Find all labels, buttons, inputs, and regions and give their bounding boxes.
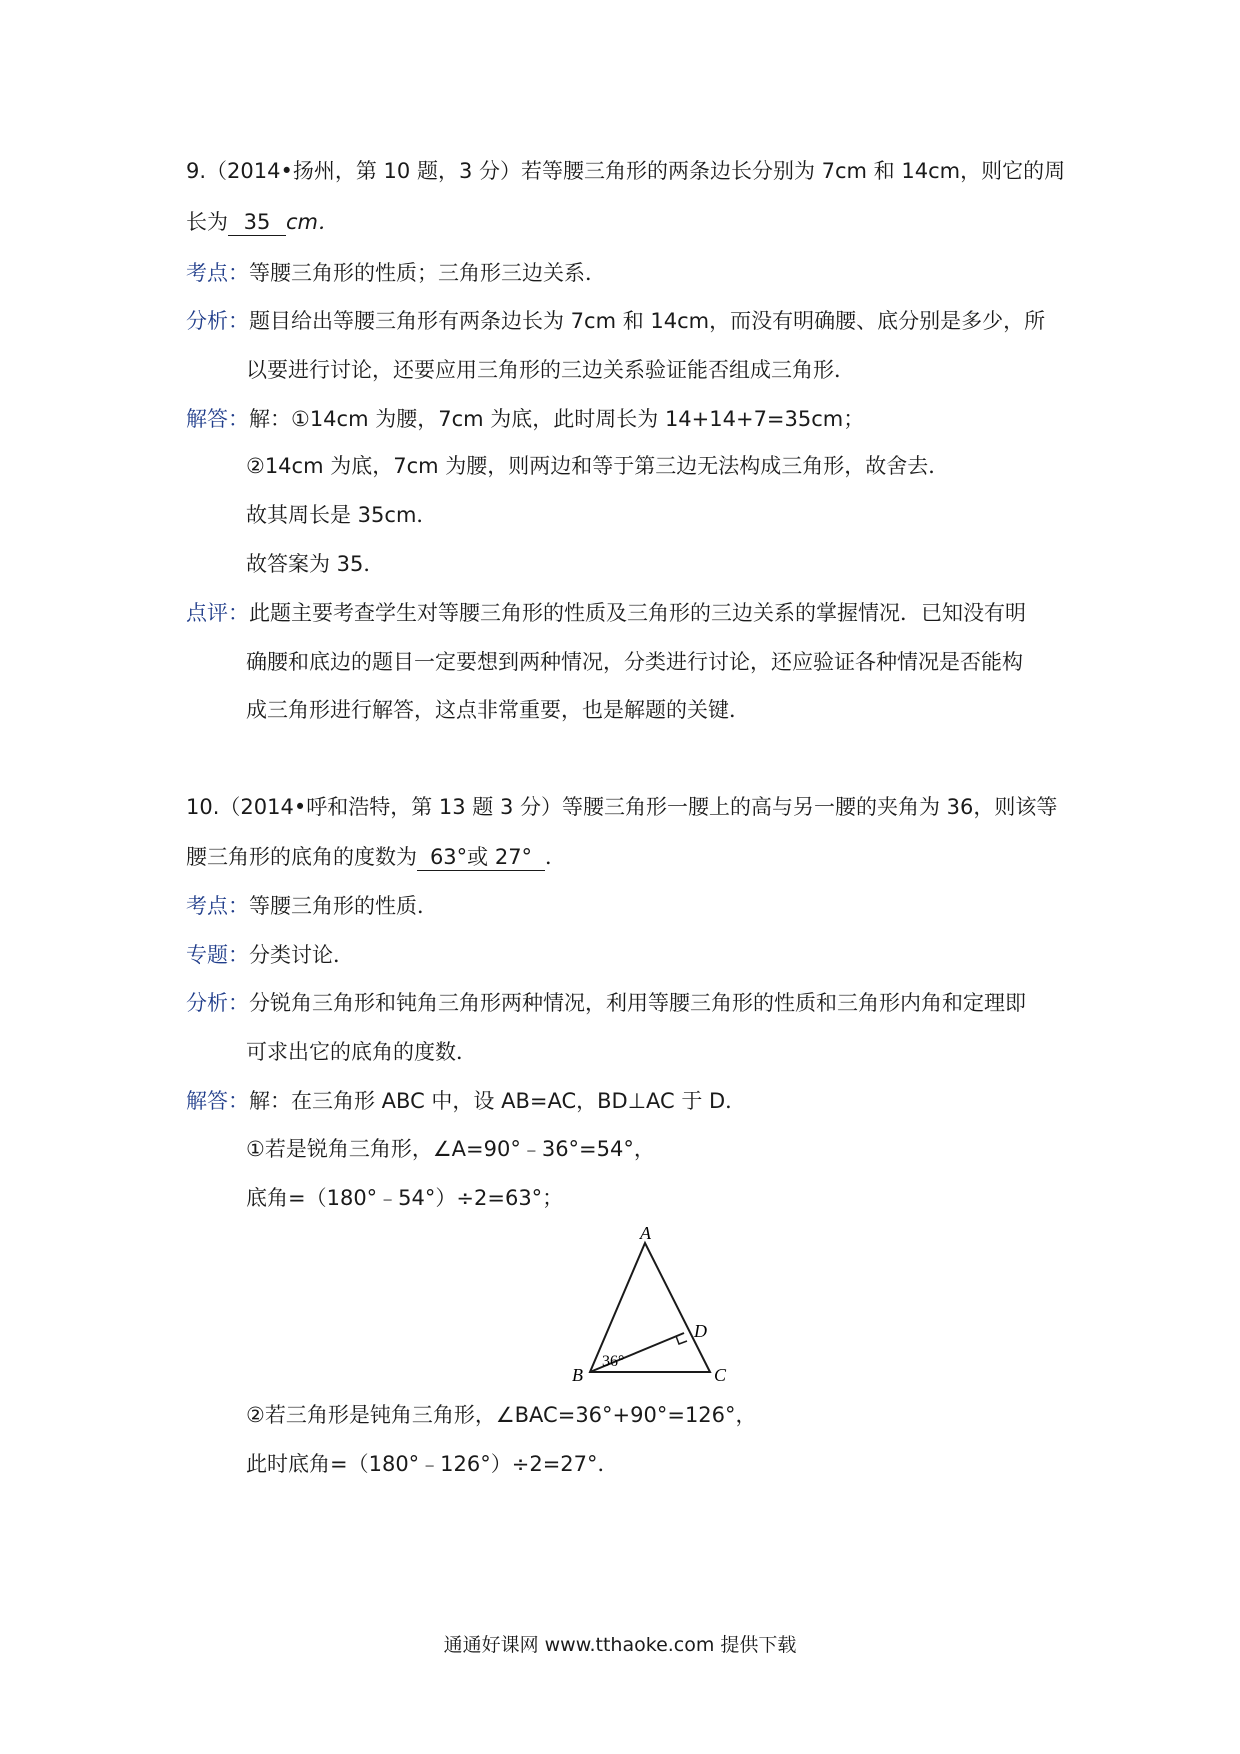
label-d: D — [694, 1321, 707, 1341]
q9-dianping — [186, 598, 1026, 628]
q10-jieda-line-3: 底角=（180°﹣54°）÷2=63°； — [246, 1186, 564, 1210]
zhuanti-label: 专题： — [186, 943, 249, 967]
q9-dianping-line-2: 确腰和底边的题目一定要想到两种情况，分类进行讨论，还应验证各种情况是否能构 — [246, 650, 1023, 674]
angle-label: 36° — [602, 1353, 625, 1370]
label-c: C — [714, 1365, 727, 1385]
q10-stem-line-2 — [186, 842, 566, 872]
q10-fenxi-line-2: 可求出它的底角的度数． — [246, 1040, 477, 1064]
q10-fenxi — [186, 988, 1026, 1018]
zhuanti-text: 分类讨论． — [249, 943, 354, 967]
q10-jieda-line-4: ②若三角形是钝角三角形，∠BAC=36°+90°=126°， — [246, 1403, 757, 1427]
q10-stem-suffix: ． — [545, 845, 566, 869]
q9-jieda — [186, 404, 864, 434]
jieda-label: 解答： — [186, 407, 249, 431]
q9-kaodian — [186, 258, 606, 288]
kaodian-label: 考点： — [186, 261, 249, 285]
q9-jieda-line-4: 故答案为 35． — [246, 552, 385, 576]
dianping-label: 点评： — [186, 601, 249, 625]
kaodian-text: 等腰三角形的性质． — [249, 894, 438, 918]
fenxi-label: 分析： — [186, 991, 249, 1015]
fenxi-label: 分析： — [186, 309, 249, 333]
q9-fenxi — [186, 306, 1045, 336]
kaodian-label: 考点： — [186, 894, 249, 918]
q9-stem-line-1: 9.（2014•扬州，第 10 题，3 分）若等腰三角形的两条边长分别为 7cm 和 14cm，则它的周 — [186, 159, 1066, 183]
label-b: B — [572, 1365, 583, 1385]
q9-jieda-line-3: 故其周长是 35cm． — [246, 503, 438, 527]
dianping-text-1: 此题主要考查学生对等腰三角形的性质及三角形的三边关系的掌握情况．已知没有明 — [249, 601, 1026, 625]
q9-jieda-line-2: ②14cm 为底，7cm 为腰，则两边和等于第三边无法构成三角形，故舍去． — [246, 454, 950, 478]
q9-dianping-line-3: 成三角形进行解答，这点非常重要，也是解题的关键． — [246, 698, 750, 722]
q10-stem-prefix: 腰三角形的底角的度数为 — [186, 845, 417, 869]
q10-stem-line-1: 10.（2014•呼和浩特，第 13 题 3 分）等腰三角形一腰上的高与另一腰的夹角为 36，则该等 — [186, 795, 1058, 819]
kaodian-text: 等腰三角形的性质；三角形三边关系． — [249, 261, 606, 285]
jieda-text-1: 解：在三角形 ABC 中，设 AB=AC，BD⊥AC 于 D． — [249, 1089, 747, 1113]
q9-stem-line-2 — [186, 207, 339, 237]
jieda-text-1: 解：①14cm 为腰，7cm 为底，此时周长为 14+14+7=35cm； — [249, 407, 865, 431]
triangle-figure — [560, 1225, 760, 1385]
q10-jieda — [186, 1086, 746, 1116]
label-a: A — [640, 1225, 651, 1243]
fenxi-text-1: 题目给出等腰三角形有两条边长为 7cm 和 14cm，而没有明确腰、底分别是多少，所 — [249, 309, 1046, 333]
q10-zhuanti — [186, 940, 354, 970]
jieda-label: 解答： — [186, 1089, 249, 1113]
q9-stem-suffix: cm． — [286, 210, 340, 234]
q10-kaodian — [186, 891, 438, 921]
q10-answer-blank: 63°或 27° — [417, 844, 545, 871]
q9-answer-blank: 35 — [228, 209, 286, 236]
right-angle-mark — [676, 1336, 687, 1344]
q9-fenxi-line-2: 以要进行讨论，还要应用三角形的三边关系验证能否组成三角形． — [246, 358, 855, 382]
q10-jieda-line-5: 此时底角=（180°﹣126°）÷2=27°． — [246, 1452, 619, 1476]
q9-stem-prefix: 长为 — [186, 210, 228, 234]
fenxi-text-1: 分锐角三角形和钝角三角形两种情况，利用等腰三角形的性质和三角形内角和定理即 — [249, 991, 1026, 1015]
q10-jieda-line-2: ①若是锐角三角形，∠A=90°﹣36°=54°， — [246, 1137, 655, 1161]
page-footer: 通通好课网 www.tthaoke.com 提供下载 — [443, 1634, 797, 1656]
